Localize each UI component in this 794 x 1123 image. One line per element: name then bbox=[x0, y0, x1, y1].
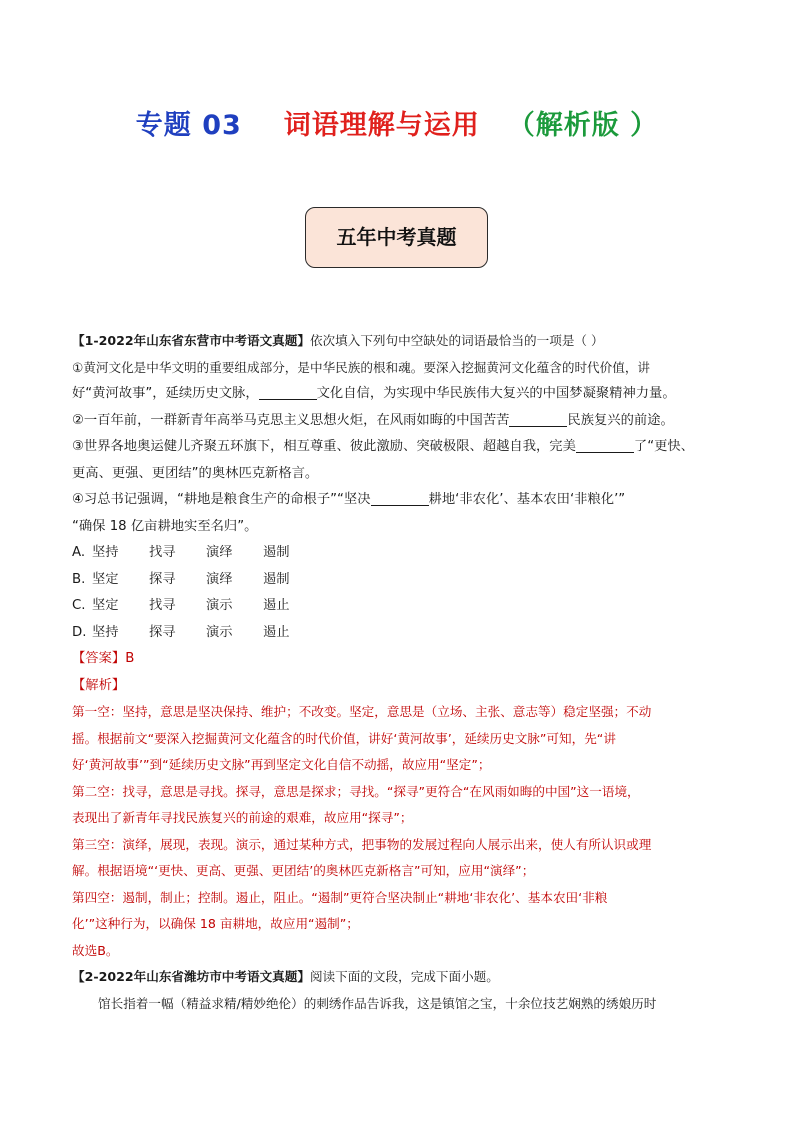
answer-label: 【答案】 bbox=[72, 651, 126, 666]
option-key: B. bbox=[72, 571, 86, 587]
option-word: 找寻 bbox=[149, 545, 176, 560]
option-c bbox=[72, 593, 732, 620]
option-word: 遏止 bbox=[263, 624, 290, 640]
option-word: 遏制 bbox=[263, 571, 290, 587]
option-word: 坚持 bbox=[92, 545, 119, 560]
option-key: D. bbox=[72, 624, 87, 640]
q1-sentence-3-text-b: 了“更快、 bbox=[633, 439, 694, 454]
option-word: 找寻 bbox=[149, 598, 176, 613]
option-b bbox=[72, 567, 732, 594]
option-word: 坚持 bbox=[92, 624, 119, 640]
q1-sentence-1-text-b: 文化自信，为实现中华民族伟大复兴的中国梦凝聚精神力量。 bbox=[316, 386, 676, 401]
option-word: 遏制 bbox=[263, 545, 290, 560]
document-title bbox=[0, 103, 794, 142]
q1-sentence-4-text-b: 耕地‘非农化’、基本农田‘非粮化’” bbox=[428, 492, 626, 507]
q1-sentence-1-line-1: ①黄河文化是中华文明的重要组成部分，是中华民族的根和魂。要深入挖掘黄河文化蕴含的时代价值，讲 bbox=[72, 359, 651, 375]
option-a bbox=[72, 540, 732, 567]
analysis-line bbox=[72, 673, 732, 700]
q1-sentence-1-text-a: 好“黄河故事”，延续历史文脉， bbox=[72, 386, 259, 401]
answer-value: B bbox=[125, 651, 135, 666]
q1-sentence-1-line-2 bbox=[72, 381, 732, 408]
answer-line bbox=[72, 646, 732, 673]
analysis-text: 好‘黄河故事’”到“延续历史文脉”再到坚定文化自信不动摇，故应用“坚定”； bbox=[72, 757, 491, 772]
q1-sentence-4-line-1 bbox=[72, 487, 732, 514]
fill-blank-2 bbox=[509, 411, 567, 427]
q1-stem: 依次填入下列句中空缺处的词语最恰当的一项是（ ） bbox=[309, 333, 604, 348]
analysis-text: 故选B。 bbox=[72, 942, 119, 958]
q2-source: 【2-2022年山东省潍坊市中考语文真题】 bbox=[72, 969, 310, 984]
option-word: 演绎 bbox=[206, 545, 233, 560]
q1-sentence-4-line-2: “确保 18 亿亩耕地实至名归”。 bbox=[72, 518, 258, 534]
fill-blank-1 bbox=[259, 384, 317, 400]
title-topic-name: 词语理解与运用 bbox=[283, 110, 480, 141]
q1-sentence-3-line-1 bbox=[72, 434, 732, 461]
analysis-text: 第三空：演绎，展现，表现。演示，通过某种方式，把事物的发展过程向人展示出来，使人有所认识或理 bbox=[72, 836, 652, 852]
q1-sentence-3-line-2: 更高、更强、更团结”的奥林匹克新格言。 bbox=[72, 465, 319, 481]
q1-source: 【1-2022年山东省东营市中考语文真题】 bbox=[72, 333, 310, 348]
option-word: 演示 bbox=[206, 598, 233, 613]
q1-sentence-3-text-a: ③世界各地奥运健儿齐聚五环旗下，相互尊重、彼此激励、突破极限、超越自我，完美 bbox=[72, 439, 576, 454]
option-d bbox=[72, 620, 732, 647]
analysis-text: 第二空：找寻，意思是寻找。探寻，意思是探求；寻找。“探寻”更符合“在风雨如晦的中国”这一语境， bbox=[72, 783, 640, 799]
option-word: 探寻 bbox=[149, 571, 176, 587]
q1-sentence-4-text-a: ④习总书记强调，“耕地是粮食生产的命根子”“坚决 bbox=[72, 492, 371, 507]
analysis-text: 表现出了新青年寻找民族复兴的前途的艰难，故应用“探寻”； bbox=[72, 810, 413, 825]
option-key: A. bbox=[72, 545, 86, 560]
title-edition: （解析版 ） bbox=[507, 110, 659, 141]
fill-blank-4 bbox=[371, 490, 429, 506]
q1-sentence-2 bbox=[72, 408, 732, 435]
analysis-text: 第一空：坚持，意思是坚决保持、维护；不改变。坚定，意思是（立场、主张、意志等）稳定坚强；不动 bbox=[72, 704, 652, 719]
q1-header bbox=[72, 328, 732, 355]
option-word: 探寻 bbox=[149, 624, 176, 640]
analysis-text: 解。根据语境“‘更快、更高、更强、更团结’的奥林匹克新格言”可知，应用“演绎”； bbox=[72, 863, 535, 878]
q2-header bbox=[72, 964, 732, 991]
analysis-text: 摇。根据前文“要深入挖掘黄河文化蕴含的时代价值，讲好‘黄河故事’，延续历史文脉”可知，先“讲 bbox=[72, 730, 616, 746]
fill-blank-3 bbox=[576, 437, 634, 453]
q2-stem: 阅读下面的文段，完成下面小题。 bbox=[309, 969, 499, 984]
question-content bbox=[72, 328, 732, 1017]
analysis-text: 化’”这种行为，以确保 18 亩耕地，故应用“遏制”； bbox=[72, 916, 359, 931]
option-word: 遏止 bbox=[263, 598, 290, 613]
analysis-label: 【解析】 bbox=[72, 677, 126, 693]
option-word: 坚定 bbox=[92, 571, 119, 587]
option-key: C. bbox=[72, 598, 86, 613]
q1-sentence-2-text-a: ②一百年前，一群新青年高举马克思主义思想火炬，在风雨如晦的中国苦苦 bbox=[72, 412, 510, 428]
q2-paragraph-line-1: 馆长指着一幅（精益求精/精妙绝伦）的刺绣作品告诉我，这是镇馆之宝，十余位技艺娴熟的绣娘历时 bbox=[98, 995, 657, 1011]
q1-sentence-2-text-b: 民族复兴的前途。 bbox=[567, 412, 674, 428]
title-topic-number: 专题 03 bbox=[135, 110, 242, 141]
option-word: 演示 bbox=[206, 624, 233, 640]
section-heading-box: 五年中考真题 bbox=[305, 207, 488, 268]
option-word: 演绎 bbox=[206, 571, 233, 587]
option-word: 坚定 bbox=[92, 598, 119, 613]
analysis-text: 第四空：遏制，制止；控制。遏止，阻止。“遏制”更符合坚决制止“耕地‘非农化’、基本农田‘非粮 bbox=[72, 889, 608, 905]
